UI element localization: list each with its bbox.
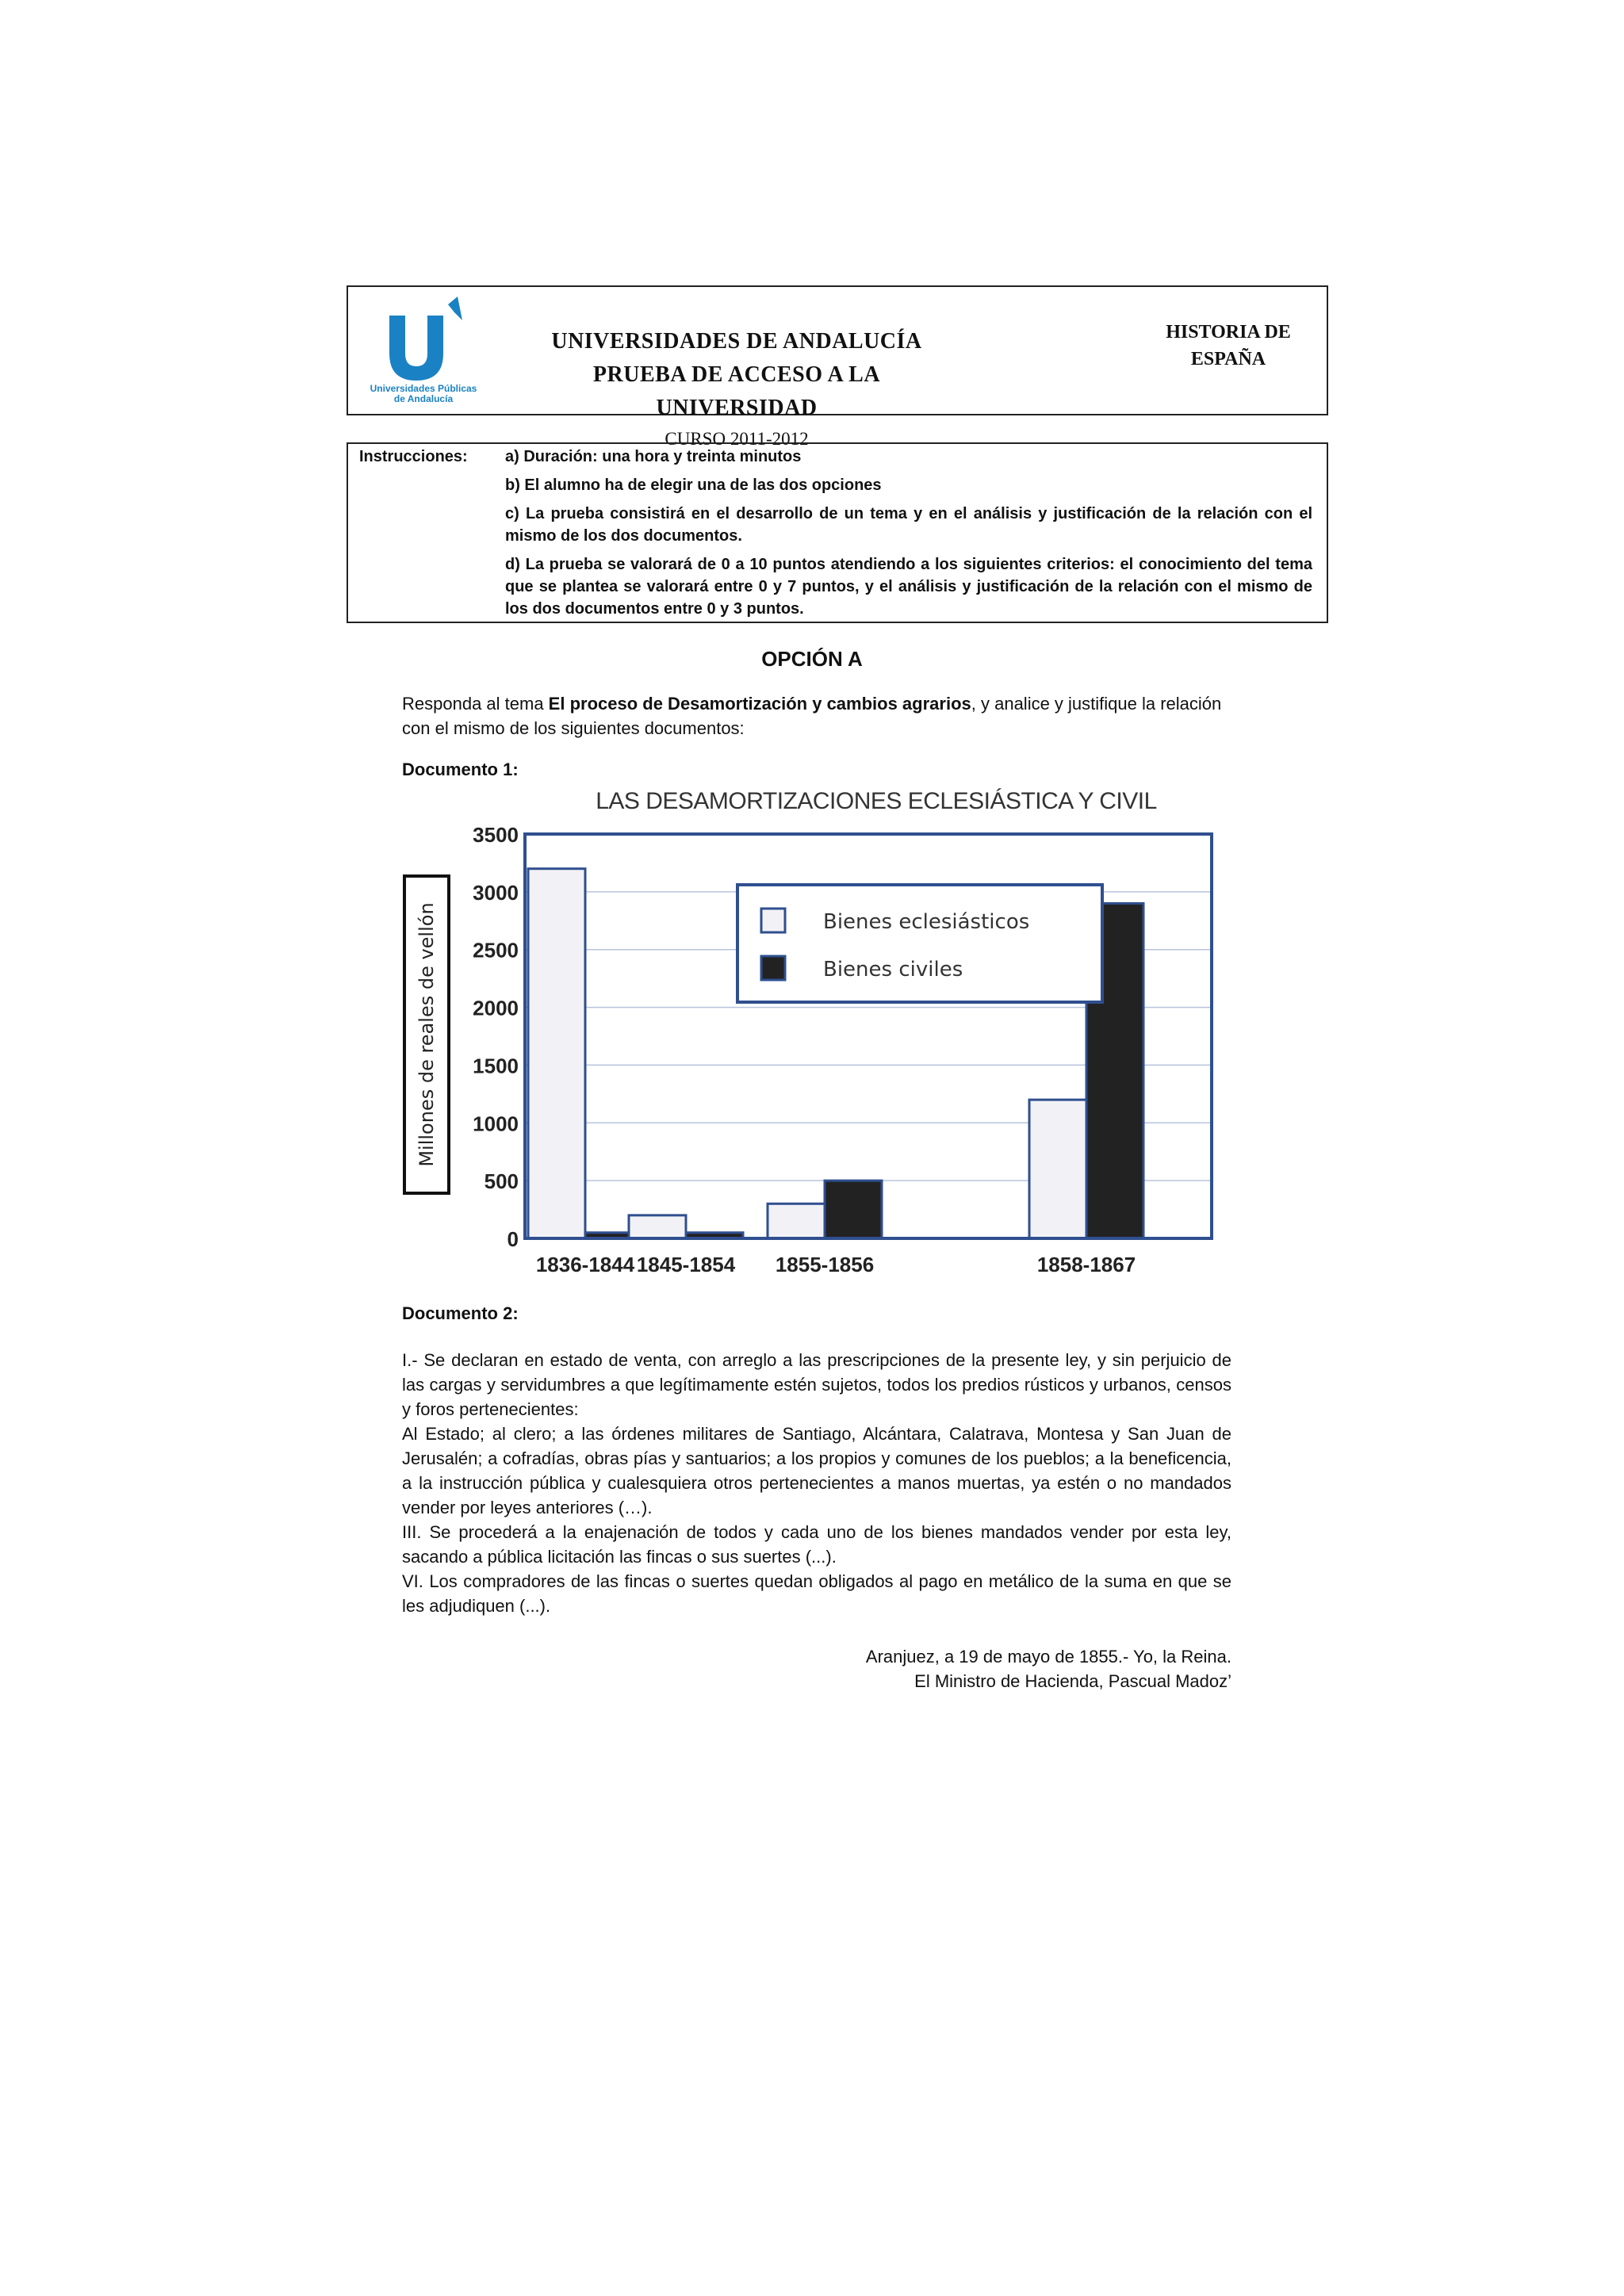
- exam-header: [347, 285, 1328, 449]
- instruction-item: d) La prueba se valorará de 0 a 10 puntos atendiendo a los siguientes criterios: el conocimiento del tema que se plantea se valorará entre 0 y 7 puntos, y el análisis y justificación de la relación con el mismo de los dos documentos entre 0 y 3 puntos.: [505, 556, 1312, 618]
- bar-eclesiasticos: [1029, 1100, 1086, 1238]
- instruction-item: a) Duración: una hora y treinta minutos: [505, 448, 802, 465]
- document-1-label: Documento 1:: [402, 760, 519, 779]
- document-2-label: Documento 2:: [402, 1303, 519, 1323]
- legend-swatch-eclesiasticos: [761, 909, 785, 932]
- title-line-2: PRUEBA DE ACCESO A LA UNIVERSIDAD: [592, 362, 881, 420]
- option-intro: Responda al tema El proceso de Desamortización y cambios agrarios, y analice y justifique la relación con el mismo de los siguientes documentos:: [402, 694, 1222, 738]
- header-title: [530, 325, 943, 453]
- instructions-box: [347, 442, 1328, 623]
- instruction-item: b) El alumno ha de elegir una de las dos opciones: [505, 476, 882, 494]
- title-line-1: UNIVERSIDADES DE ANDALUCÍA: [551, 329, 922, 354]
- legend-label: Bienes eclesiásticos: [823, 910, 1030, 934]
- instructions-list: [505, 446, 1312, 626]
- y-tick-label: 3000: [473, 880, 519, 905]
- course-label: CURSO 2011-2012: [665, 429, 809, 449]
- bar-eclesiasticos: [768, 1203, 825, 1238]
- y-tick-label: 2000: [473, 996, 519, 1020]
- y-tick-label: 2500: [473, 938, 519, 962]
- chart-title: LAS DESAMORTIZACIONES ECLESIÁSTICA Y CIVIL: [596, 788, 1157, 814]
- bar-eclesiasticos: [528, 869, 585, 1238]
- y-tick-label: 3500: [473, 823, 519, 847]
- x-tick-label: 1855-1856: [775, 1253, 875, 1276]
- option-title: OPCIÓN A: [761, 647, 863, 671]
- doc2-paragraph: I.- Se declaran en estado de venta, con arreglo a las prescripciones de la presente ley, y sin perjuicio de las cargas y servidumbres a que legítimamente estén sujetos, todos los predios rústicos y urbanos, censos y foros pertenecientes:: [402, 1350, 1231, 1419]
- x-tick-label: 1845-1854: [636, 1253, 736, 1276]
- y-axis-label: Millones de reales de vellón: [416, 902, 438, 1167]
- desamortization-bar-chart: [396, 785, 1237, 1292]
- y-tick-label: 1500: [473, 1054, 519, 1078]
- document-2-text: [402, 1348, 1231, 1618]
- y-tick-label: 0: [507, 1227, 519, 1251]
- bar-eclesiasticos: [629, 1215, 686, 1238]
- subject-label: HISTORIA DE ESPAÑA: [1166, 322, 1291, 369]
- topic-title: El proceso de Desamortización y cambios agrarios: [548, 694, 971, 714]
- doc2-paragraph: III. Se procederá a la enajenación de todos y cada uno de los bienes mandados vender por esta ley, sacando a pública licitación las fincas o sus suertes (...).: [402, 1522, 1231, 1567]
- doc2-paragraph: Al Estado; al clero; a las órdenes militares de Santiago, Alcántara, Calatrava, Montesa y San Juan de Jerusalén; a cofradías, obras pías y santuarios; a los propios y comunes de los pueblos; a la beneficencia, a la instrucción pública y cualesquiera otros pertenecientes a manos muertas, ya estén o no mandados vender por leyes anteriores (…).: [402, 1424, 1231, 1517]
- doc2-paragraph: VI. Los compradores de las fincas o suertes quedan obligados al pago en metálico de la suma en que se les adjudiquen (...).: [402, 1571, 1231, 1616]
- logo-caption: Universidades Públicas de Andalucía: [370, 383, 477, 404]
- document-signature: Aranjuez, a 19 de mayo de 1855.- Yo, la Reina. El Ministro de Hacienda, Pascual Madoz’: [865, 1647, 1231, 1691]
- y-tick-label: 1000: [473, 1112, 519, 1136]
- instructions-label: Instrucciones:: [359, 448, 468, 465]
- x-tick-label: 1836-1844: [535, 1253, 635, 1276]
- legend-swatch-civiles: [761, 956, 785, 980]
- x-tick-label: 1858-1867: [1036, 1253, 1136, 1276]
- bar-civiles: [825, 1181, 882, 1238]
- legend-box: [737, 885, 1102, 1002]
- instruction-item: c) La prueba consistirá en el desarrollo de un tema y en el análisis y justificación de la relación con el mismo de los dos documentos.: [505, 505, 1312, 545]
- y-tick-label: 500: [484, 1169, 519, 1194]
- legend-label: Bienes civiles: [823, 958, 963, 982]
